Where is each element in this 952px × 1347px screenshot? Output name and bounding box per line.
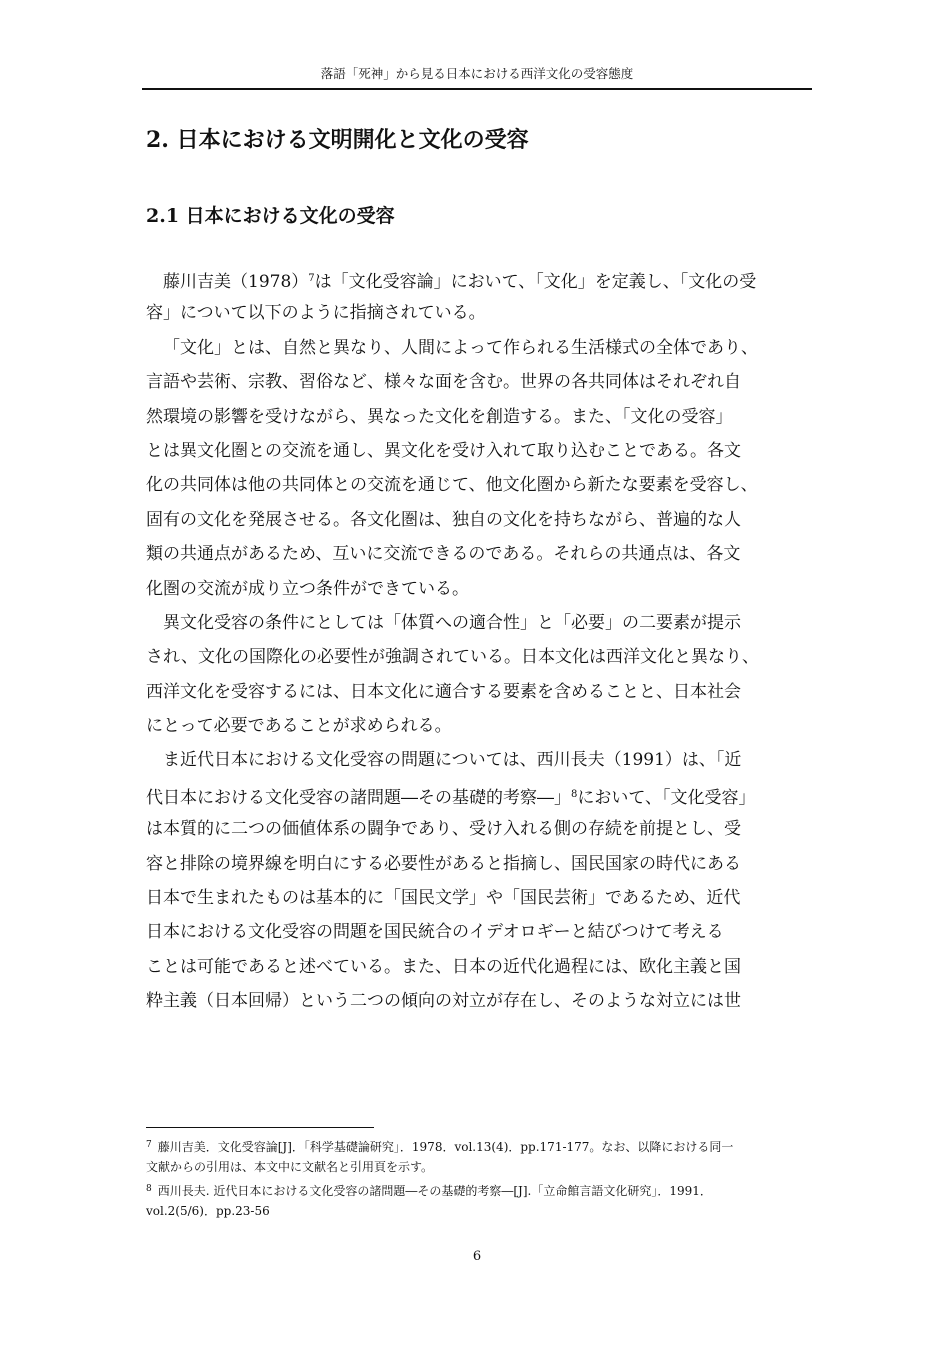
body-text-segment: は「文化受容論」において、「文化」を定義し、「文化の受: [314, 272, 757, 292]
footnote-7-cont: 文献からの引用は、本文中に文献名と引用頁を示す。: [146, 1160, 434, 1174]
body-line: [146, 262, 816, 296]
body-line: ま近代日本における文化受容の問題については、西川長夫（1991）は、「近: [163, 750, 742, 771]
body-line: 然環境の影響を受けながら、異なった文化を創造する。また、「文化の受容」: [146, 406, 733, 427]
header-rule: [142, 88, 812, 90]
footnote-8-cont: vol.2(5/6)．pp.23-56: [146, 1204, 270, 1218]
footnote-7: [146, 1134, 816, 1156]
footnote-rule: [146, 1127, 374, 1128]
body-line: 化圏の交流が成り立つ条件ができている。: [146, 578, 469, 599]
body-line: 言語や芸術、宗教、習俗など、様々な面を含む。世界の各共同体はそれぞれ自: [146, 372, 741, 393]
page-number: 6: [472, 1249, 482, 1264]
footnote-ref-8[interactable]: 8: [571, 788, 578, 800]
body-line: 化の共同体は他の共同体との交流を通じて、他文化圏から新たな要素を受容し、: [146, 475, 758, 496]
body-line: 日本で生まれたものは基本的に「国民文学」や「国民芸術」であるため、近代: [146, 888, 741, 909]
body-text-segment: 藤川吉美（1978）: [163, 272, 309, 292]
section-title: 2. 日本における文明開化と文化の受容: [146, 127, 529, 153]
body-line: 日本における文化受容の問題を国民統合のイデオロギーと結びつけて考える: [146, 922, 724, 943]
footnote-mark: 7: [146, 1140, 152, 1150]
body-line: 「文化」とは、自然と異なり、人間によって作られる生活様式の全体であり、: [163, 337, 758, 358]
footnote-8: [146, 1178, 816, 1200]
footnote-ref-7[interactable]: 7: [308, 273, 315, 284]
body-line: 容と排除の境界線を明白にする必要性があると指摘し、国民国家の時代にある: [146, 853, 741, 874]
body-line: [146, 778, 816, 812]
body-line: 固有の文化を発展させる。各文化圏は、独自の文化を持ちながら、普遍的な人: [146, 509, 741, 530]
body-text: [146, 262, 816, 1019]
body-line: 異文化受容の条件にとしては「体質への適合性」と「必要」の二要素が提示: [163, 612, 741, 633]
body-text-segment: 代日本における文化受容の諸問題―その基礎的考察―」: [146, 787, 571, 808]
body-line: は本質的に二つの価値体系の闘争であり、受け入れる側の存続を前提とし、受: [146, 819, 741, 840]
body-line: され、文化の国際化の必要性が強調されている。日本文化は西洋文化と異なり、: [146, 647, 760, 668]
subsection-title: 2.1 日本における文化の受容: [146, 205, 395, 227]
body-line: 西洋文化を受容するには、日本文化に適合する要素を含めることと、日本社会: [146, 681, 741, 702]
body-line: にとって必要であることが求められる。: [146, 716, 452, 737]
body-line: とは異文化圏との交流を通し、異文化を受け入れて取り込むことである。各文: [146, 440, 741, 461]
body-line: 類の共通点があるため、互いに交流できるのである。それらの共通点は、各文: [146, 544, 741, 565]
body-text-segment: において、「文化受容」: [577, 787, 756, 808]
body-line: ことは可能であると述べている。また、日本の近代化過程には、欧化主義と国: [146, 956, 741, 977]
body-line: 容」について以下のように指摘されている。: [146, 303, 486, 324]
footnotes: [146, 1134, 816, 1222]
running-header: 落語「死神」から見る日本における西洋文化の受容態度: [320, 66, 634, 81]
footnote-text: 藤川吉美．文化受容論[J]．「科学基礎論研究」．1978．vol.13(4)．pp.171-177。なお、以降における同一: [157, 1140, 734, 1154]
footnote-mark: 8: [146, 1184, 152, 1194]
body-line: 粋主義（日本回帰）という二つの傾向の対立が存在し、そのような対立には世: [146, 991, 741, 1012]
footnote-text: 西川長夫. 近代日本における文化受容の諸問題―その基礎的考察―[J].「立命館言語文化研究」．1991．: [157, 1184, 712, 1198]
